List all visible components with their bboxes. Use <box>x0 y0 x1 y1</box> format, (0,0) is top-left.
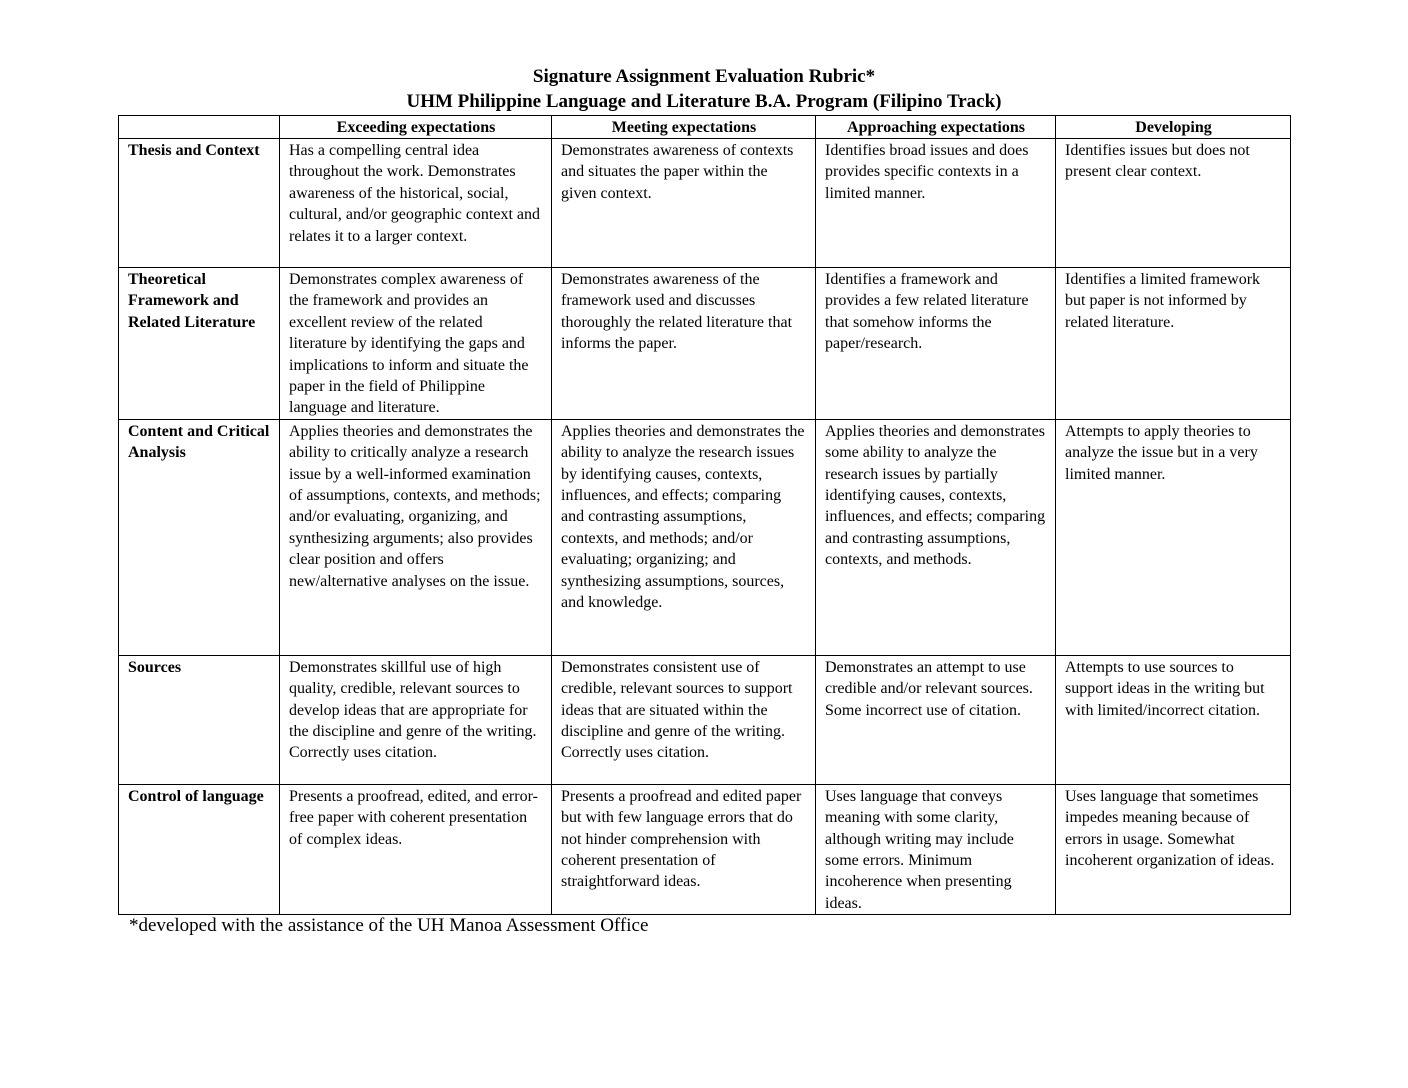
rubric-cell-developing: Identifies issues but does not present clear context. <box>1056 139 1291 268</box>
rubric-cell-meeting: Applies theories and demonstrates the ability to analyze the research issues by identifying causes, contexts, influences, and effects; comparing and contrasting assumptions, contexts, and methods; and/or evaluating; organizing; and synthesizing assumptions, sources, and knowledge. <box>552 419 816 655</box>
table-row <box>119 268 1291 420</box>
criterion-cell: Sources <box>119 655 280 784</box>
header-cell-criteria <box>119 116 280 139</box>
title-line-1: Signature Assignment Evaluation Rubric* <box>532 66 876 87</box>
table-row <box>119 139 1291 268</box>
table-row <box>119 784 1291 914</box>
table-header-row <box>119 116 1291 139</box>
header-cell-approaching: Approaching expectations <box>816 116 1056 139</box>
rubric-cell-developing: Attempts to use sources to support ideas in the writing but with limited/incorrect citation. <box>1056 655 1291 784</box>
table-row <box>119 419 1291 655</box>
table-row <box>119 655 1291 784</box>
rubric-cell-approaching: Identifies broad issues and does provides specific contexts in a limited manner. <box>816 139 1056 268</box>
rubric-cell-approaching: Uses language that conveys meaning with some clarity, although writing may include some errors. Minimum incoherence when presenting ideas. <box>816 784 1056 914</box>
rubric-cell-developing: Uses language that sometimes impedes meaning because of errors in usage. Somewhat incoherent organization of ideas. <box>1056 784 1291 914</box>
rubric-cell-exceeding: Applies theories and demonstrates the ability to critically analyze a research issue by a well-informed examination of assumptions, contexts, and methods; and/or evaluating, organizing, and synthesizing arguments; also provides clear position and offers new/alternative analyses on the issue. <box>280 419 552 655</box>
rubric-cell-approaching: Demonstrates an attempt to use credible and/or relevant sources. Some incorrect use of citation. <box>816 655 1056 784</box>
criterion-cell: Theoretical Framework and Related Literature <box>119 268 280 420</box>
document-title <box>118 64 1290 114</box>
rubric-table <box>118 115 1291 915</box>
rubric-cell-exceeding: Presents a proofread, edited, and error-free paper with coherent presentation of complex ideas. <box>280 784 552 914</box>
rubric-cell-meeting: Demonstrates consistent use of credible, relevant sources to support ideas that are situated within the discipline and genre of the writing. Correctly uses citation. <box>552 655 816 784</box>
rubric-cell-developing: Attempts to apply theories to analyze the issue but in a very limited manner. <box>1056 419 1291 655</box>
rubric-cell-approaching: Applies theories and demonstrates some ability to analyze the research issues by partially identifying causes, contexts, influences, and effects; comparing and contrasting assumptions, contexts, and methods. <box>816 419 1056 655</box>
header-cell-developing: Developing <box>1056 116 1291 139</box>
header-cell-meeting: Meeting expectations <box>552 116 816 139</box>
rubric-cell-meeting: Demonstrates awareness of the framework used and discusses thoroughly the related literature that informs the paper. <box>552 268 816 420</box>
rubric-cell-exceeding: Demonstrates complex awareness of the framework and provides an excellent review of the related literature by identifying the gaps and implications to inform and situate the paper in the field of Philippine language and literature. <box>280 268 552 420</box>
rubric-cell-exceeding: Has a compelling central idea throughout the work. Demonstrates awareness of the historical, social, cultural, and/or geographic context and relates it to a larger context. <box>280 139 552 268</box>
criterion-cell: Control of language <box>119 784 280 914</box>
criterion-cell: Content and Critical Analysis <box>119 419 280 655</box>
header-cell-exceeding: Exceeding expectations <box>280 116 552 139</box>
rubric-cell-approaching: Identifies a framework and provides a few related literature that somehow informs the paper/research. <box>816 268 1056 420</box>
rubric-cell-exceeding: Demonstrates skillful use of high quality, credible, relevant sources to develop ideas that are appropriate for the discipline and genre of the writing. Correctly uses citation. <box>280 655 552 784</box>
rubric-cell-developing: Identifies a limited framework but paper is not informed by related literature. <box>1056 268 1291 420</box>
title-line-2: UHM Philippine Language and Literature B.A. Program (Filipino Track) <box>406 91 1002 112</box>
rubric-cell-meeting: Presents a proofread and edited paper but with few language errors that do not hinder comprehension with coherent presentation of straightforward ideas. <box>552 784 816 914</box>
rubric-cell-meeting: Demonstrates awareness of contexts and situates the paper within the given context. <box>552 139 816 268</box>
criterion-cell: Thesis and Context <box>119 139 280 268</box>
footnote: *developed with the assistance of the UH Manoa Assessment Office <box>129 915 649 936</box>
